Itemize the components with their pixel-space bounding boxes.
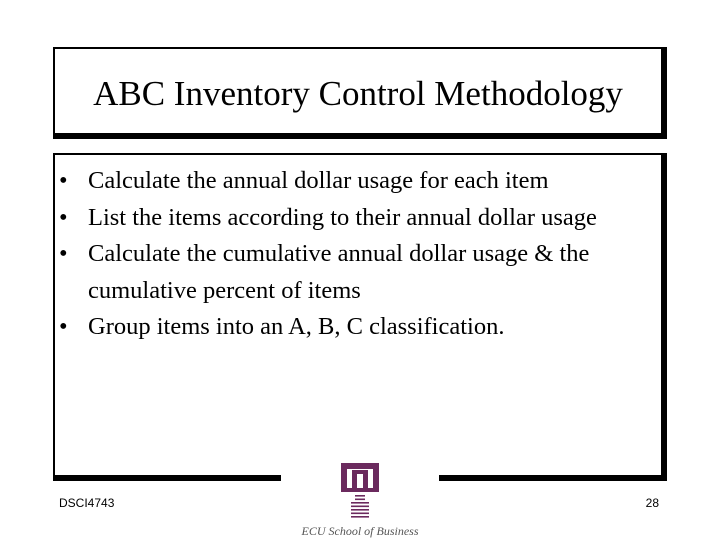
title-box: [53, 47, 667, 139]
page-number: 28: [645, 496, 659, 510]
bullet-text: List the items according to their annual dollar usage: [88, 203, 597, 231]
ecu-logo: [290, 460, 430, 540]
school-tagline: ECU School of Business: [301, 524, 419, 538]
bullet-list: [59, 163, 669, 346]
slide-title: ABC Inventory Control Methodology: [93, 73, 623, 113]
course-code: DSCI4743: [59, 496, 115, 510]
bullet-marker: •: [59, 167, 68, 194]
bullet-item: [59, 163, 669, 200]
ecu-logo-mark-icon: [340, 462, 380, 522]
bullet-item: [59, 309, 669, 346]
bullet-marker: •: [59, 240, 68, 267]
bullet-text: Calculate the annual dollar usage for each item: [88, 167, 549, 194]
bullet-text: Group items into an A, B, C classification.: [88, 313, 505, 340]
bullet-item: [59, 236, 669, 309]
bullet-item: [59, 200, 669, 237]
bullet-text: Calculate the cumulative annual dollar usage & the cumulative percent of items: [88, 240, 590, 304]
bullet-marker: •: [59, 313, 68, 340]
bullet-marker: •: [59, 203, 68, 231]
